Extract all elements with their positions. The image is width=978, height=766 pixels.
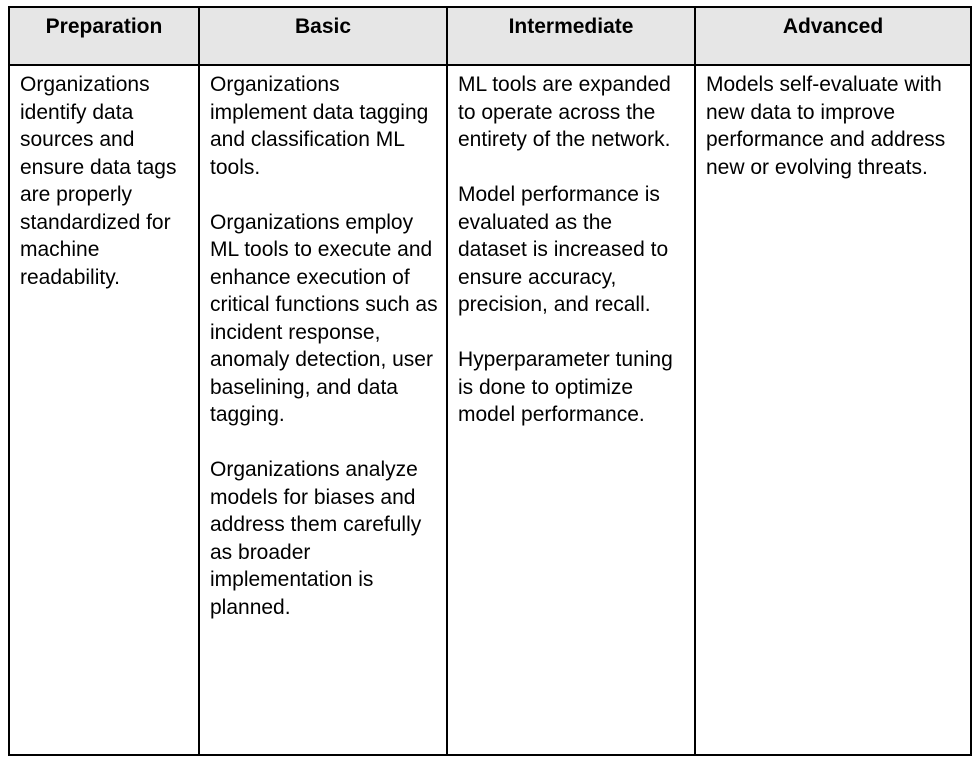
cell-advanced bbox=[695, 65, 971, 755]
content-row bbox=[9, 65, 971, 755]
paragraph: Organizations analyze models for biases and address them carefully as broader implementation is planned. bbox=[210, 458, 422, 619]
paragraph: Organizations identify data sources and ensure data tags are properly standardized for machine readability. bbox=[20, 73, 177, 289]
cell-preparation bbox=[9, 65, 199, 755]
cell-basic bbox=[199, 65, 447, 755]
maturity-table bbox=[8, 6, 972, 756]
paragraph: Models self-evaluate with new data to improve performance and address new or evolving threats. bbox=[706, 73, 946, 179]
paragraph: Hyperparameter tuning is done to optimize model performance. bbox=[458, 348, 673, 426]
header-preparation: Preparation bbox=[9, 7, 199, 65]
paragraph: Model performance is evaluated as the dataset is increased to ensure accuracy, precision, and recall. bbox=[458, 183, 669, 316]
maturity-table-container bbox=[8, 6, 972, 756]
paragraph: Organizations employ ML tools to execute and enhance execution of critical functions such as incident response, anomaly detection, user baselining, and data tagging. bbox=[210, 210, 438, 426]
paragraph: Organizations implement data tagging and classification ML tools. bbox=[210, 73, 429, 179]
paragraph: ML tools are expanded to operate across the entirety of the network. bbox=[458, 73, 671, 151]
header-advanced: Advanced bbox=[695, 7, 971, 65]
cell-intermediate bbox=[447, 65, 695, 755]
header-row bbox=[9, 7, 971, 65]
header-basic: Basic bbox=[199, 7, 447, 65]
header-intermediate: Intermediate bbox=[447, 7, 695, 65]
